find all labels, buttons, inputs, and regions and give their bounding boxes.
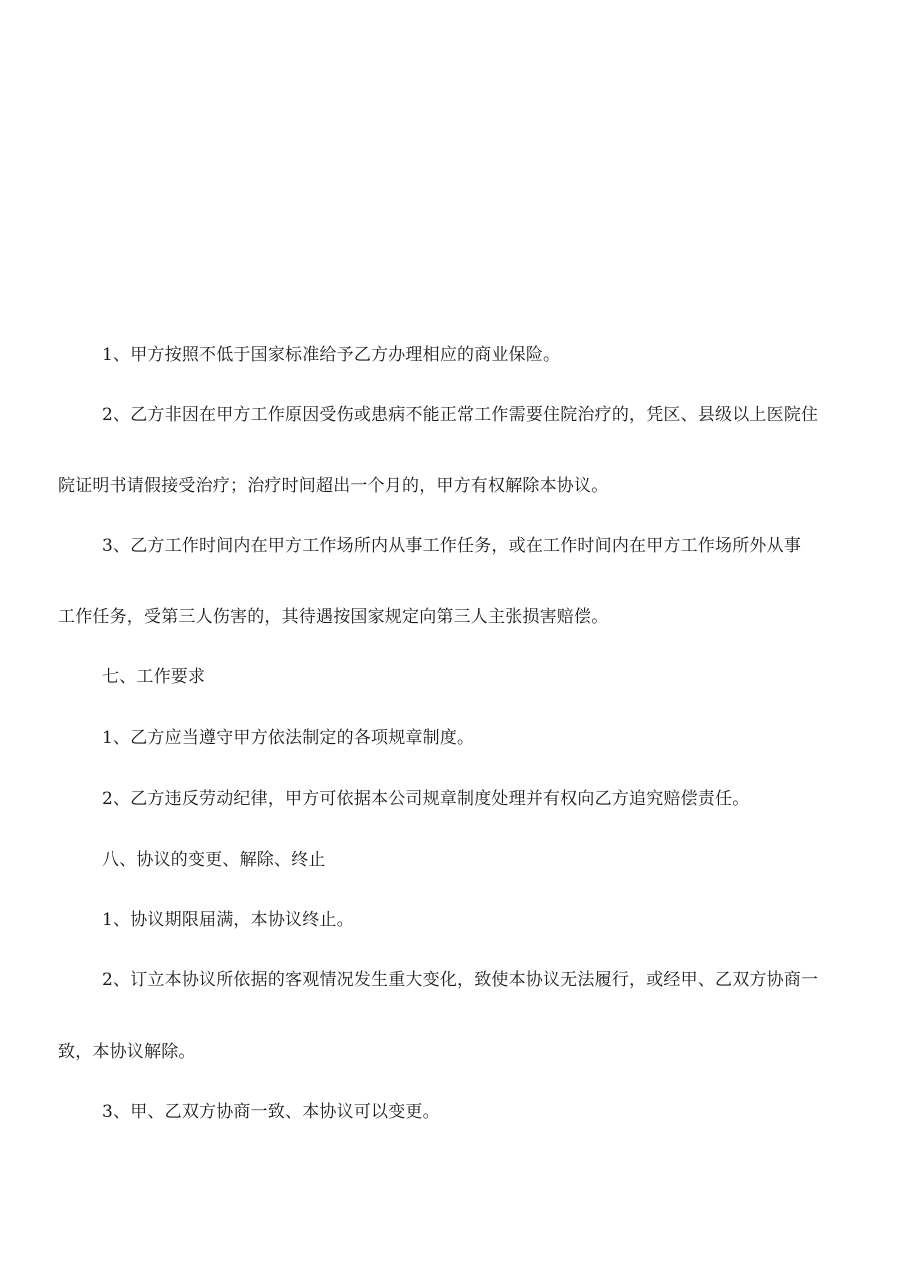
paragraph-third-party-line-1: 3、乙方工作时间内在甲方工作场所内从事工作任务，或在工作时间内在甲方工作场所外从事 bbox=[102, 536, 802, 556]
paragraph-discipline: 2、乙方违反劳动纪律，甲方可依据本公司规章制度处理并有权向乙方追究赔偿责任。 bbox=[102, 789, 750, 809]
paragraph-termination-line-2: 致，本协议解除。 bbox=[58, 1042, 196, 1062]
paragraph-termination-line-1: 2、订立本协议所依据的客观情况发生重大变化，致使本协议无法履行，或经甲、乙双方协商一 bbox=[102, 970, 819, 990]
paragraph-third-party-line-2: 工作任务，受第三人伤害的，其待遇按国家规定向第三人主张损害赔偿。 bbox=[58, 607, 609, 627]
paragraph-rules: 1、乙方应当遵守甲方依法制定的各项规章制度。 bbox=[102, 728, 475, 748]
paragraph-illness-line-2: 院证明书请假接受治疗；治疗时间超出一个月的，甲方有权解除本协议。 bbox=[58, 476, 609, 496]
paragraph-insurance: 1、甲方按照不低于国家标准给予乙方办理相应的商业保险。 bbox=[102, 345, 561, 365]
section-heading-agreement-changes: 八、协议的变更、解除、终止 bbox=[102, 850, 326, 870]
paragraph-illness-line-1: 2、乙方非因在甲方工作原因受伤或患病不能正常工作需要住院治疗的，凭区、县级以上医院住 bbox=[102, 405, 819, 425]
section-heading-work-requirements: 七、工作要求 bbox=[102, 667, 206, 687]
paragraph-modification: 3、甲、乙双方协商一致、本协议可以变更。 bbox=[102, 1102, 440, 1122]
paragraph-expiry: 1、协议期限届满，本协议终止。 bbox=[102, 910, 354, 930]
